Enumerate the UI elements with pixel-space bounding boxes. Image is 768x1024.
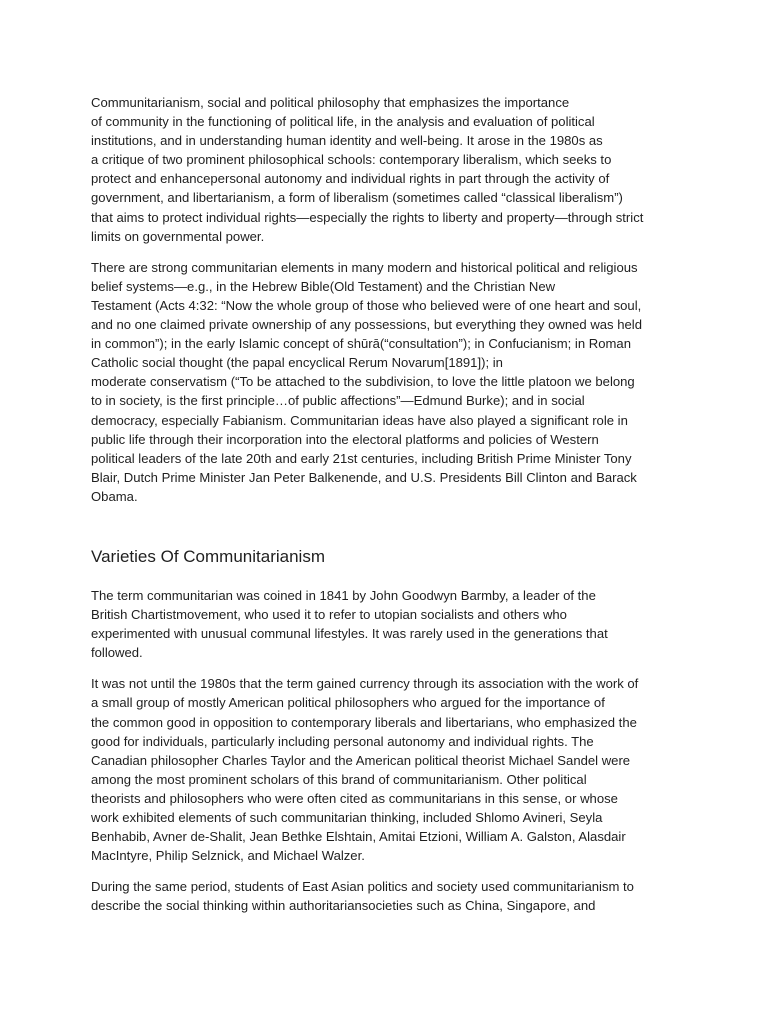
text-line: Communitarianism, social and political philosophy that emphasizes the importance: [91, 95, 570, 110]
text-line: During the same period, students of East Asian politics and society used communitarianism to: [91, 879, 634, 895]
heading-spacer: [91, 506, 691, 546]
text-line: to in society, is the first principle…of public affections”—Edmund Burke); and in social: [91, 393, 585, 409]
text-line: theorists and philosophers who were often cited as communitarians in this sense, or whose: [91, 790, 618, 806]
text-line: protect and enhancepersonal autonomy and individual rights in part through the activity of: [91, 171, 610, 187]
text-line: in common”); in the early Islamic concept of shūrā(“consultation”); in Confucianism; in Roman: [91, 336, 631, 352]
paragraph-intro: [91, 93, 691, 246]
paragraph-term-origin: [91, 586, 691, 662]
heading-spacer: [91, 568, 691, 586]
text-line: Benhabib, Avner de-Shalit, Jean Bethke Elshtain, Amitai Etzioni, William A. Galston, Alasdair: [91, 829, 626, 845]
text-line: Blair, Dutch Prime Minister Jan Peter Balkenende, and U.S. Presidents Bill Clinton and Barack: [91, 469, 637, 485]
text-line: The term communitarian was coined in 1841 by John Goodwyn Barmby, a leader of the: [91, 587, 596, 603]
text-line: Obama.: [91, 488, 138, 504]
text-line: It was not until the 1980s that the term gained currency through its association with the work of: [91, 676, 639, 692]
text-line: Testament (Acts 4:32: “Now the whole group of those who believed were of one heart and soul,: [91, 297, 642, 313]
text-line: among the most prominent scholars of this brand of communitarianism. Other political: [91, 771, 587, 787]
paragraph-communitarian-elements: [91, 258, 691, 506]
text-line: a critique of two prominent philosophical schools: contemporary liberalism, which seeks to: [91, 152, 612, 168]
text-line: Catholic social thought (the papal encyclical Rerum Novarum[1891]); in: [91, 355, 503, 371]
paragraph-east-asian: [91, 877, 691, 915]
text-line: political leaders of the late 20th and early 21st centuries, including British Prime Minister Tony: [91, 450, 632, 466]
paragraph-spacer: [91, 865, 691, 877]
text-line: Canadian philosopher Charles Taylor and the American political theorist Michael Sandel were: [91, 752, 631, 768]
text-line: government, and libertarianism, a form of liberalism (sometimes called “classical liberalism”): [91, 190, 623, 206]
text-line: that aims to protect individual rights—especially the rights to liberty and property—through strict: [91, 209, 644, 225]
text-line: the common good in opposition to contemporary liberals and libertarians, who emphasized the: [91, 714, 637, 730]
paragraph-spacer: [91, 662, 691, 674]
text-line: describe the social thinking within authoritariansocieties such as China, Singapore, and: [91, 898, 596, 914]
text-line: British Chartistmovement, who used it to refer to utopian socialists and others who: [91, 607, 567, 623]
text-line: democracy, especially Fabianism. Communitarian ideas have also played a significant role in: [91, 412, 628, 428]
text-line: There are strong communitarian elements in many modern and historical political and religious: [91, 259, 638, 275]
text-line: and no one claimed private ownership of any possessions, but everything they owned was held: [91, 317, 642, 333]
paragraph-1980s-philosophers: [91, 674, 691, 865]
text-line: of community in the functioning of political life, in the analysis and evaluation of political: [91, 114, 595, 130]
section-heading: Varieties Of Communitarianism: [91, 546, 325, 566]
text-line: belief systems—e.g., in the Hebrew Bible(Old Testament) and the Christian New: [91, 278, 556, 294]
text-line: good for individuals, particularly including personal autonomy and individual rights. The: [91, 733, 594, 749]
text-line: a small group of mostly American political philosophers who argued for the importance of: [91, 695, 605, 711]
text-line: MacIntyre, Philip Selznick, and Michael Walzer.: [91, 848, 365, 864]
text-line: limits on governmental power.: [91, 228, 265, 244]
text-line: followed.: [91, 645, 143, 661]
text-line: work exhibited elements of such communitarian thinking, included Shlomo Avineri, Seyla: [91, 810, 603, 825]
text-line: moderate conservatism (“To be attached to the subdivision, to love the little platoon we belong: [91, 374, 635, 390]
document-page: [91, 93, 691, 915]
text-line: public life through their incorporation into the electoral platforms and policies of Western: [91, 431, 599, 447]
text-line: experimented with unusual communal lifestyles. It was rarely used in the generations that: [91, 626, 608, 642]
paragraph-spacer: [91, 246, 691, 258]
text-line: institutions, and in understanding human identity and well-being. It arose in the 1980s as: [91, 133, 603, 149]
